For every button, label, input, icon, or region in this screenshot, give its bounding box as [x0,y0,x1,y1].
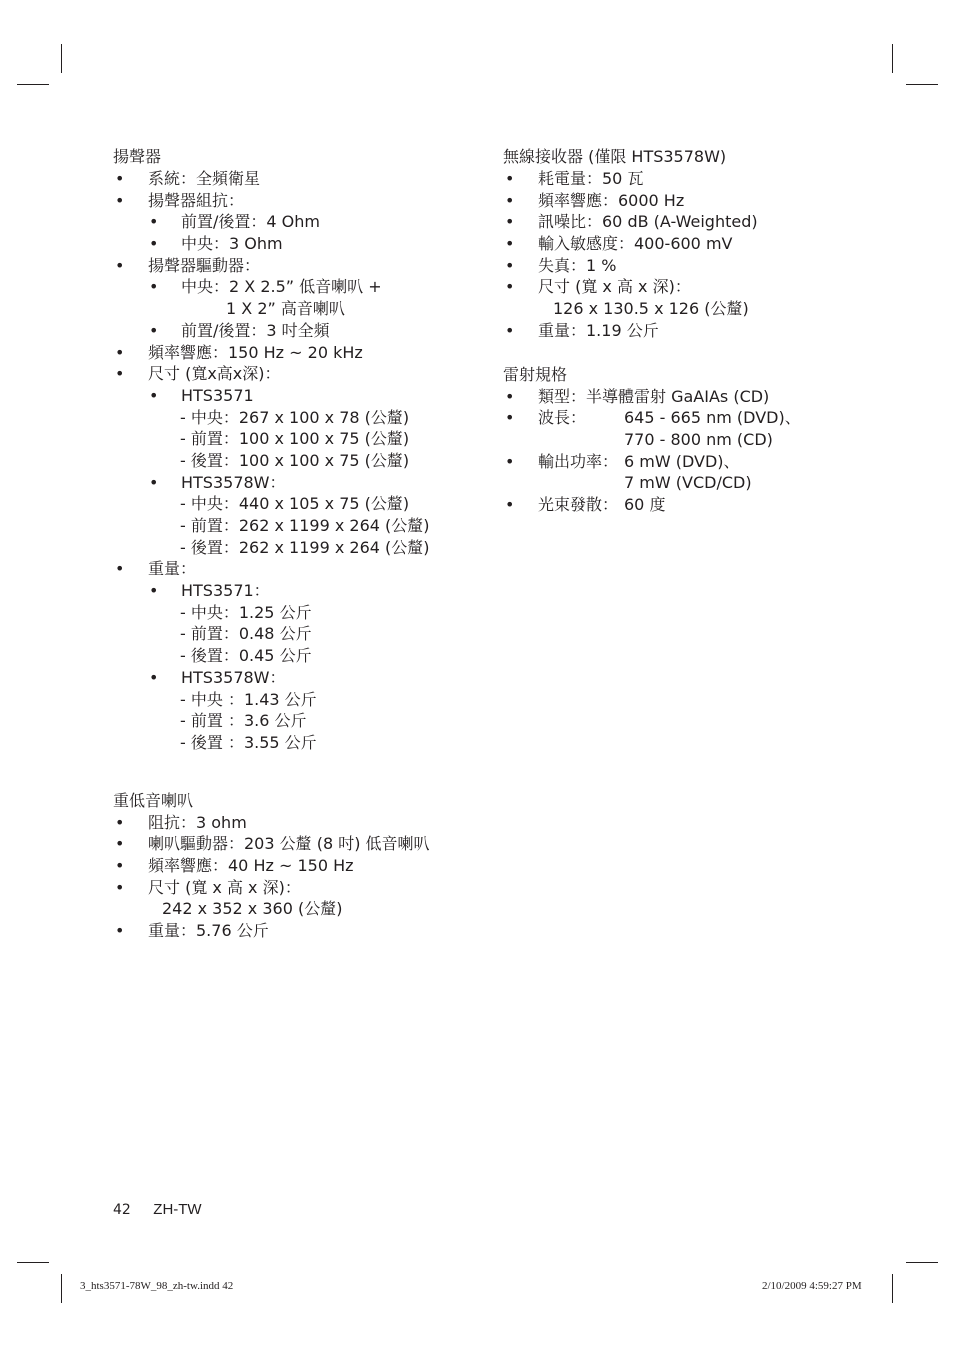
crop-mark [61,44,62,73]
print-timestamp: 2/10/2009 4:59:27 PM [762,1280,862,1292]
spec-dash-line: - 後置 ：3.55 公斤 [180,732,317,752]
spec-subitem: • HTS3571： [149,581,270,601]
spec-item: • 類型：半導體雷射 GaAIAs (CD) [505,386,770,406]
spec-item: • 尺寸 (寬x高x深)： [115,364,281,384]
spec-dash-line: - 中央 ：1.43 公斤 [180,689,317,709]
spec-continuation: 7 mW (VCD/CD) [624,473,752,493]
subwoofer-heading: 重低音喇叭 [113,790,194,810]
spec-dash-line: - 中央：1.25 公斤 [180,602,312,622]
file-slug: 3_hts3571-78W_98_zh-tw.indd 42 [80,1280,234,1292]
spec-subitem: • HTS3578W： [149,472,286,492]
wireless-receiver-heading: 無線接收器 (僅限 HTS3578W) [503,147,727,166]
crop-mark [906,84,938,85]
spec-item: • 尺寸 (寬 x 高 x 深)： [505,277,691,297]
spec-item: • 頻率響應：6000 Hz [505,190,685,210]
spec-item: • 耗電量：50 瓦 [505,169,644,188]
spec-dash-line: - 前置 ：3.6 公斤 [180,711,307,731]
spec-item: • 喇叭驅動器：203 公釐 (8 吋) 低音喇叭 [115,834,430,854]
spec-subitem: • 中央：2 X 2.5” 低音喇叭 + [149,277,382,297]
left-column [113,146,493,942]
crop-mark [17,1262,49,1263]
spec-item: • 尺寸 (寬 x 高 x 深)： [115,877,301,897]
spec-item: • 輸出功率： 6 mW (DVD)、 [505,451,740,471]
spec-subitem: • 中央：3 Ohm [149,234,283,254]
spec-dash-line: - 中央：267 x 100 x 78 (公釐) [180,407,410,427]
right-column [503,146,923,516]
spec-continuation: 242 x 352 x 360 (公釐) [162,899,343,919]
spec-subitem: • HTS3578W： [149,667,286,687]
spec-continuation: 126 x 130.5 x 126 (公釐) [553,299,749,319]
spec-subitem: • 前置/後置：3 吋全頻 [149,320,330,340]
spec-dash-line: - 前置：100 x 100 x 75 (公釐) [180,429,410,449]
crop-mark [61,1274,62,1303]
page-number: 42 [113,1202,131,1218]
spec-dash-line: - 後置：0.45 公斤 [180,646,312,666]
spec-dash-line: - 後置：262 x 1199 x 264 (公釐) [180,537,430,557]
page-footer [113,1200,202,1220]
spec-item: • 輸入敏感度：400-600 mV [505,234,733,254]
spec-item: • 重量：5.76 公斤 [115,921,269,940]
spec-dash-line: - 前置：262 x 1199 x 264 (公釐) [180,516,430,535]
spec-item: • 揚聲器驅動器： [115,255,261,275]
laser-spec-heading: 雷射規格 [503,364,568,384]
spec-dash-line: - 後置：100 x 100 x 75 (公釐) [180,450,410,470]
spec-dash-line: - 前置：0.48 公斤 [180,624,312,644]
spec-item: • 失真：1 % [505,255,617,275]
crop-mark [892,44,893,73]
spec-item: • 頻率響應：40 Hz ~ 150 Hz [115,855,354,875]
spec-item: • 光束發散： 60 度 [505,494,666,514]
speakers-heading: 揚聲器 [113,147,162,166]
language-code: ZH-TW [153,1201,202,1218]
spec-dash-line: - 中央：440 x 105 x 75 (公釐) [180,494,410,514]
spec-item: • 頻率響應：150 Hz ~ 20 kHz [115,342,363,362]
spec-continuation: 1 X 2” 高音喇叭 [226,299,345,319]
spec-subitem: • 前置/後置：4 Ohm [149,212,320,232]
spec-continuation: 770 - 800 nm (CD) [624,429,773,449]
crop-mark [892,1274,893,1303]
spec-item: • 訊噪比：60 dB (A-Weighted) [505,212,758,232]
spec-item: • 波長： 645 - 665 nm (DVD)、 [505,408,801,428]
spec-item: • 揚聲器組抗： [115,190,245,210]
crop-mark [17,84,49,85]
spec-subitem: • HTS3571 [149,385,254,405]
spec-item: • 重量：1.19 公斤 [505,320,659,340]
spec-item: • 重量： [115,559,197,579]
spec-item: • 系統：全頻衛星 [115,169,261,188]
spec-item: • 阻抗：3 ohm [115,812,247,832]
crop-mark [906,1262,938,1263]
